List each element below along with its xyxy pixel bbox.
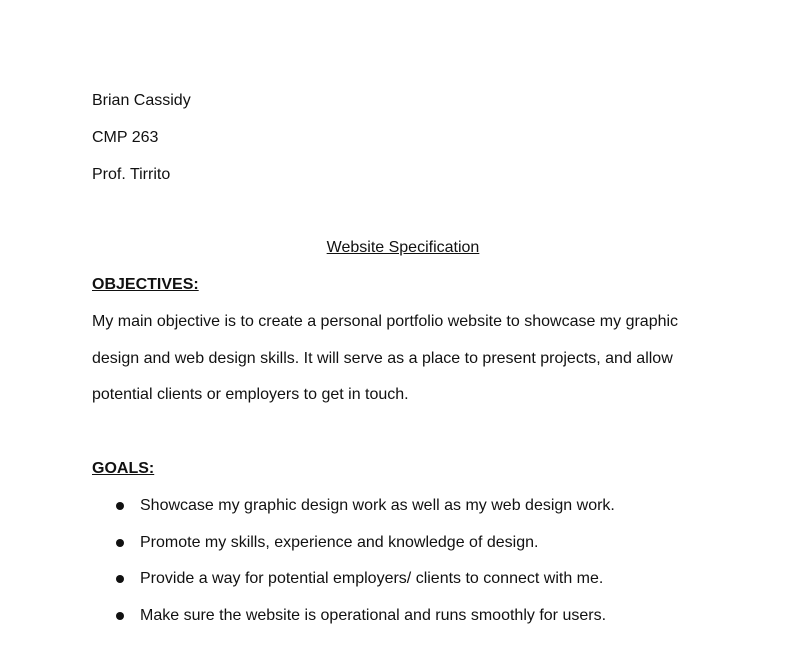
author-name: Brian Cassidy bbox=[92, 92, 191, 109]
goals-heading: GOALS: bbox=[92, 460, 155, 477]
goal-text: Promote my skills, experience and knowledge of design. bbox=[140, 534, 539, 551]
goal-text: Provide a way for potential employers/ clients to connect with me. bbox=[140, 570, 604, 587]
bullet-icon bbox=[116, 539, 124, 547]
bullet-icon bbox=[116, 502, 124, 510]
goal-text: Showcase my graphic design work as well as my web design work. bbox=[140, 497, 615, 514]
objectives-line: potential clients or employers to get in touch. bbox=[92, 386, 409, 403]
course-code: CMP 263 bbox=[92, 129, 159, 146]
objectives-line: My main objective is to create a personal portfolio website to showcase my graphic bbox=[92, 313, 679, 330]
bullet-icon bbox=[116, 612, 124, 620]
objectives-line: design and web design skills. It will serve as a place to present projects, and allow bbox=[92, 350, 673, 367]
professor-name: Prof. Tirrito bbox=[92, 166, 171, 183]
objectives-heading: OBJECTIVES: bbox=[92, 276, 199, 293]
document-title: Website Specification bbox=[326, 239, 480, 256]
goal-text: Make sure the website is operational and runs smoothly for users. bbox=[140, 607, 607, 624]
bullet-icon bbox=[116, 575, 124, 583]
